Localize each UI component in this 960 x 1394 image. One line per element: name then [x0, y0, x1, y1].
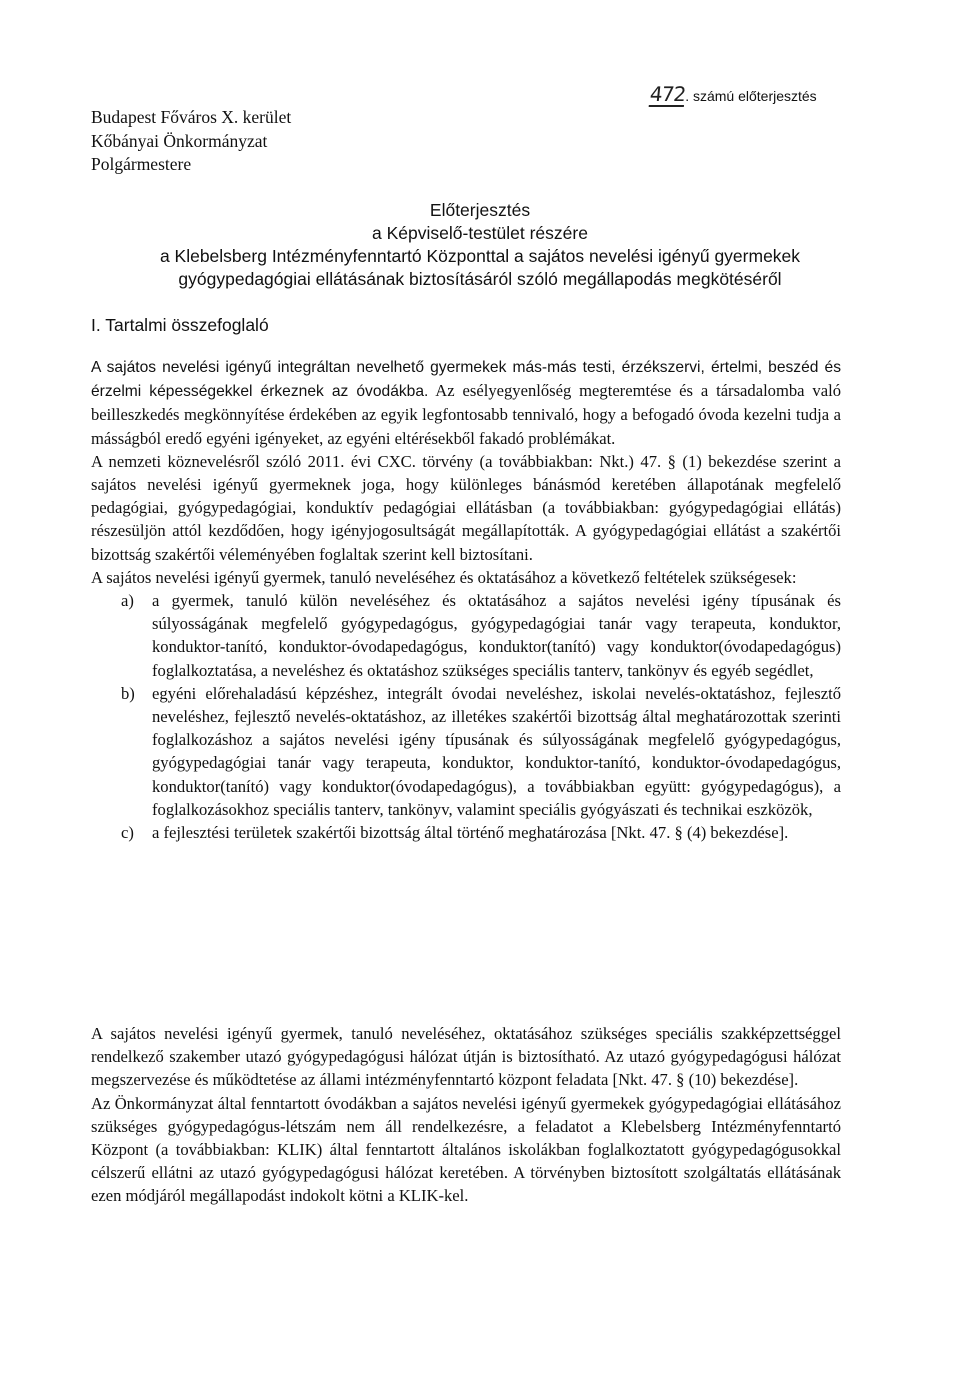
conditions-list: [91, 589, 841, 844]
list-marker: a): [121, 591, 134, 611]
klik-paragraph: Az Önkormányzat által fenntartott óvodákban a sajátos nevelési igényű gyermekek gyógypedagógiai ellátásához szükséges gyógypedagógus-létszám nem áll rendelkezésre, a feladatot a Klebelsberg Intézményfenntartó Központ (a továbbiakban: KLIK) által fenntartott általános iskolákban foglalkoztatott gyógypedagógusokkal célszerű ellátni az utazó gyógypedagógusi hálózat keretében. A törvényben biztosított szolgáltatás ellátásának ezen módjáról megállapodást indokolt kötni a KLIK-kel.: [91, 1093, 841, 1206]
document-number-label: . számú előterjesztés: [685, 88, 817, 104]
list-item: [91, 589, 841, 682]
list-marker: c): [121, 823, 134, 843]
issuer-line-municipality: Kőbányai Önkormányzat: [91, 130, 268, 151]
nkt-paragraph: A nemzeti köznevelésről szóló 2011. évi CXC. törvény (a továbbiakban: Nkt.) 47. § (1) bekezdése szerint a sajátos nevelési igényű gyermeknek joga, hogy különleges bánásmód keretében állapotának megfelelő pedagógiai, gyógypedagógiai, konduktív pedagógiai ellátásban (a továbbiakban: gyógypedagógiai ellátás) részesüljön attól kezdődően, hogy igényjogosultságát megállapították. A gyógypedagógiai ellátást a szakértői bizottság szakértői véleményében foglaltak szerint kell biztosítani.: [91, 451, 841, 564]
list-item-text: a fejlesztési területek szakértői bizottság által történő meghatározása [Nkt. 47. § (4) bekezdése].: [152, 823, 789, 843]
title-line-3: a Klebelsberg Intézményfenntartó Központtal a sajátos nevelési igényű gyermekek: [159, 246, 801, 266]
list-item-text: egyéni előrehaladású képzéshez, integrált óvodai neveléshez, iskolai nevelés-oktatáshoz, fejlesztő neveléshez, fejlesztő nevelés-oktatáshoz, az illetékes szakértői bizottság által meghatározottak szerinti foglalkozáshoz a sajátos nevelési igény típusának és súlyosságának megfelelő gyógypedagógus, gyógypedagógiai tanár vagy terapeuta, konduktor, konduktor-tanító, konduktor-óvodapedagógus, konduktor(tanító) vagy konduktor(óvodapedagógus), a továbbiakban együtt: gyógypedagógus), a foglalkozásokhoz speciális tanterv, tankönyv, valamint speciális gyógyászati és technikai eszközök,: [152, 683, 841, 819]
title-line-4: gyógypedagógiai ellátásának biztosításáról szóló megállapodás megkötéséről: [178, 269, 782, 289]
title-line-2: a Képviselő-testület részére: [372, 223, 588, 243]
network-paragraph: A sajátos nevelési igényű gyermek, tanuló neveléséhez, oktatásához szükséges speciális szakképzettséggel rendelkező szakember utazó gyógypedagógusi hálózat útján is biztosítható. Az utazó gyógypedagógusi hálózat megszervezése és működtetése az állami intézményfenntartó központ feladata [Nkt. 47. § (10) bekezdése].: [91, 1024, 841, 1090]
network-body: [91, 1022, 841, 1208]
issuer-block: [91, 106, 291, 177]
section-heading: I. Tartalmi összefoglaló: [91, 315, 269, 335]
summary-body: [91, 355, 841, 844]
list-item: [91, 682, 841, 821]
issuer-line-mayor: Polgármestere: [91, 154, 192, 174]
intro-text-sans: A sajátos nevelési igényű integráltan nevelhető gyermekek más-más testi, érzékszervi, értelmi, beszéd és érzelmi képességekkel érkeznek az óvodákba.: [91, 359, 841, 401]
intro-paragraph: [91, 355, 841, 450]
handwritten-number: 472: [648, 82, 687, 106]
list-marker: b): [121, 683, 135, 703]
list-item: [91, 821, 841, 844]
issuer-line-city: Budapest Főváros X. kerület: [91, 107, 292, 127]
intro-text-rest: Az esélyegyenlőség megteremtése és a társadalomba való beilleszkedés megkönnyítése érdekében az egyik legfontosabb tennivaló, hogy a befogadó óvoda kezelni tudja a másságból eredő egyéni igényeket, az egyéni eltérésekből fakadó problémákat.: [91, 381, 841, 448]
document-number: [650, 82, 817, 106]
document-title: [60, 199, 900, 291]
title-line-1: Előterjesztés: [429, 200, 531, 220]
conditions-intro: A sajátos nevelési igényű gyermek, tanuló neveléséhez és oktatásához a következő feltételek szükségesek:: [91, 567, 797, 587]
list-item-text: a gyermek, tanuló külön neveléséhez és oktatásához a sajátos nevelési igény típusának és súlyosságának megfelelő gyógypedagógus, gyógypedagógiai tanár vagy terapeuta, konduktor, konduktor-tanító, konduktor-óvodapedagógus, konduktor(tanító) vagy konduktor(óvodapedagógus) foglalkoztatása, a neveléshez és oktatáshoz szükséges speciális tanterv, tankönyv és egyéb segédlet,: [152, 591, 841, 680]
